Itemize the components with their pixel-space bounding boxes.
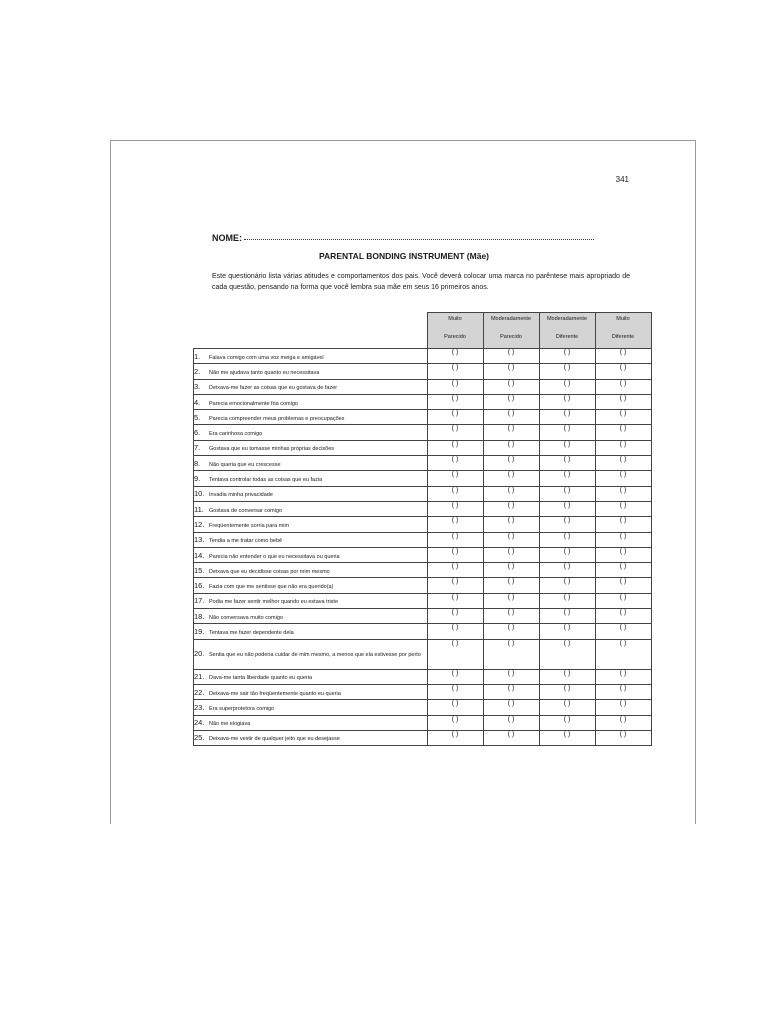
name-dotted-line [244,238,594,240]
column-header [595,313,651,349]
answer-checkbox[interactable]: ( ) [483,394,539,409]
item-cell [194,700,428,715]
answer-checkbox[interactable]: ( ) [483,684,539,699]
answer-checkbox[interactable]: ( ) [427,547,483,562]
table-row [194,532,652,547]
answer-checkbox[interactable]: ( ) [427,394,483,409]
item-cell [194,532,428,547]
answer-checkbox[interactable]: ( ) [595,700,651,715]
answer-checkbox[interactable]: ( ) [595,684,651,699]
answer-checkbox[interactable]: ( ) [539,563,595,578]
answer-checkbox[interactable]: ( ) [483,700,539,715]
answer-checkbox[interactable]: ( ) [539,624,595,639]
table-row [194,410,652,425]
answer-checkbox[interactable]: ( ) [427,624,483,639]
item-cell [194,578,428,593]
item-number: 15. [194,565,205,575]
answer-checkbox[interactable]: ( ) [539,578,595,593]
table-row [194,684,652,699]
answer-checkbox[interactable]: ( ) [539,517,595,532]
answer-checkbox[interactable]: ( ) [595,624,651,639]
item-number: 18. [194,611,205,621]
item-cell [194,456,428,471]
item-cell [194,684,428,699]
answer-checkbox[interactable]: ( ) [595,730,651,745]
answer-checkbox[interactable]: ( ) [427,410,483,425]
answer-checkbox[interactable]: ( ) [539,501,595,516]
answer-checkbox[interactable]: ( ) [539,364,595,379]
item-text: Tentava controlar todas as coisas que eu fazia [209,477,323,484]
item-number: 4. [194,397,201,407]
answer-checkbox[interactable]: ( ) [483,364,539,379]
item-text: Parecia não entender o que eu necessitava ou queria [209,553,340,560]
answer-checkbox[interactable]: ( ) [539,379,595,394]
item-text: Deixava-me vestir de qualquer jeito que eu desejasse [209,736,340,743]
item-text: Deixava-me fazer as coisas que eu gostava de fazer [209,385,338,392]
item-number: 9. [194,474,201,484]
answer-checkbox[interactable]: ( ) [483,563,539,578]
table-row [194,730,652,745]
item-text: Deixava-me sair tão freqüentemente quanto eu queria [209,690,341,697]
column-header [427,313,483,349]
item-cell [194,410,428,425]
item-text: Fazia com que me sentisse que não era querido(a) [209,584,334,591]
answer-checkbox[interactable]: ( ) [539,669,595,684]
table-row [194,639,652,669]
item-text: Não me ajudava tanto quanto eu necessitava [209,369,320,376]
answer-checkbox[interactable]: ( ) [483,532,539,547]
item-text: Falava comigo com uma voz meiga e amigável [209,354,324,361]
answer-checkbox[interactable]: ( ) [595,486,651,501]
answer-checkbox[interactable]: ( ) [539,639,595,669]
answer-checkbox[interactable]: ( ) [483,379,539,394]
answer-checkbox[interactable]: ( ) [595,593,651,608]
answer-checkbox[interactable]: ( ) [483,715,539,730]
item-cell [194,394,428,409]
answer-checkbox[interactable]: ( ) [427,563,483,578]
answer-checkbox[interactable]: ( ) [483,547,539,562]
table-row [194,624,652,639]
item-number: 10. [194,489,205,499]
item-number: 21. [194,672,205,682]
header-spacer [194,313,428,349]
item-text: Tentava me fazer dependente dela [209,629,294,636]
column-header-line2: Parecido [444,334,466,340]
item-text: Parecia compreender meus problemas e preocupações [209,415,345,422]
column-header [539,313,595,349]
answer-checkbox[interactable]: ( ) [483,471,539,486]
item-cell [194,471,428,486]
answer-checkbox[interactable]: ( ) [427,593,483,608]
answer-checkbox[interactable]: ( ) [595,563,651,578]
answer-checkbox[interactable]: ( ) [539,532,595,547]
answer-checkbox[interactable]: ( ) [595,517,651,532]
name-field [212,233,594,243]
item-number: 3. [194,382,201,392]
answer-checkbox[interactable]: ( ) [427,730,483,745]
answer-checkbox[interactable]: ( ) [483,593,539,608]
answer-checkbox[interactable]: ( ) [595,349,651,364]
answer-checkbox[interactable]: ( ) [595,715,651,730]
answer-checkbox[interactable]: ( ) [483,486,539,501]
answer-checkbox[interactable]: ( ) [427,456,483,471]
answer-checkbox[interactable]: ( ) [483,639,539,669]
answer-checkbox[interactable]: ( ) [595,669,651,684]
table-row [194,593,652,608]
answer-checkbox[interactable]: ( ) [483,440,539,455]
item-number: 16. [194,581,205,591]
answer-checkbox[interactable]: ( ) [483,410,539,425]
item-cell [194,730,428,745]
table-row [194,456,652,471]
item-number: 14. [194,550,205,560]
answer-checkbox[interactable]: ( ) [427,532,483,547]
answer-checkbox[interactable]: ( ) [427,517,483,532]
item-number: 5. [194,412,201,422]
answer-checkbox[interactable]: ( ) [539,394,595,409]
item-cell [194,349,428,364]
answer-checkbox[interactable]: ( ) [539,410,595,425]
answer-checkbox[interactable]: ( ) [539,425,595,440]
item-number: 11. [194,504,204,514]
answer-checkbox[interactable]: ( ) [595,379,651,394]
item-text: Não conversava muito comigo [209,614,283,621]
answer-checkbox[interactable]: ( ) [427,639,483,669]
table-row [194,669,652,684]
header-row [194,313,652,349]
item-number: 8. [194,458,201,468]
item-number: 12. [194,519,205,529]
table-row [194,425,652,440]
item-text: Gostava que eu tomasse minhas próprias decisões [209,446,335,453]
answer-checkbox[interactable]: ( ) [483,517,539,532]
name-label: NOME: [212,233,242,243]
answer-checkbox[interactable]: ( ) [483,609,539,624]
answer-checkbox[interactable]: ( ) [595,578,651,593]
answer-checkbox[interactable]: ( ) [539,456,595,471]
table-row [194,486,652,501]
answer-checkbox[interactable]: ( ) [427,440,483,455]
table-row [194,501,652,516]
item-text: Parecia emocionalmente fria comigo [209,400,298,407]
answer-checkbox[interactable]: ( ) [595,501,651,516]
answer-checkbox[interactable]: ( ) [539,609,595,624]
item-cell [194,425,428,440]
answer-checkbox[interactable]: ( ) [539,547,595,562]
item-text: Gostava de conversar comigo [209,507,283,514]
item-number: 13. [194,535,205,545]
answer-checkbox[interactable]: ( ) [483,669,539,684]
table-row [194,517,652,532]
item-cell [194,563,428,578]
item-cell [194,440,428,455]
table-row [194,547,652,562]
answer-checkbox[interactable]: ( ) [483,349,539,364]
table-row [194,379,652,394]
table-row [194,364,652,379]
answer-checkbox[interactable]: ( ) [483,730,539,745]
answer-checkbox[interactable]: ( ) [539,440,595,455]
answer-checkbox[interactable]: ( ) [595,440,651,455]
answer-checkbox[interactable]: ( ) [483,624,539,639]
table-row [194,715,652,730]
table-row [194,609,652,624]
item-number: 17. [194,596,205,606]
answer-checkbox[interactable]: ( ) [483,425,539,440]
table-row [194,349,652,364]
answer-checkbox[interactable]: ( ) [595,456,651,471]
item-cell [194,609,428,624]
item-text: Não me elogiava [209,721,251,728]
item-number: 23. [194,702,205,712]
answer-checkbox[interactable]: ( ) [427,609,483,624]
answer-checkbox[interactable]: ( ) [595,425,651,440]
instructions-paragraph: Este questionário lista várias atitudes e comportamentos dos pais. Você deverá colocar uma marca no parêntese mais apropriado de cada questão, pensando na forma que você lembra sua mãe em seus 16 primeiros anos. [212,273,630,291]
answer-checkbox[interactable]: ( ) [539,730,595,745]
item-cell [194,624,428,639]
item-text: Invadia minha privacidade [209,492,273,499]
answer-checkbox[interactable]: ( ) [595,410,651,425]
questionnaire-table [193,312,652,746]
answer-checkbox[interactable]: ( ) [427,486,483,501]
column-header-line2: Parecido [500,334,522,340]
item-cell [194,379,428,394]
column-header-line1: Moderadamente [490,316,532,322]
answer-checkbox[interactable]: ( ) [539,700,595,715]
item-number: 2. [194,366,201,376]
answer-checkbox[interactable]: ( ) [483,501,539,516]
answer-checkbox[interactable]: ( ) [539,471,595,486]
column-header-line1: Muito [448,316,462,322]
answer-checkbox[interactable]: ( ) [539,684,595,699]
item-text: Não queria que eu crescesse [209,461,281,468]
answer-checkbox[interactable]: ( ) [595,471,651,486]
item-text: Freqüentemente sorria para mim [209,522,290,529]
answer-checkbox[interactable]: ( ) [427,379,483,394]
answer-checkbox[interactable]: ( ) [595,532,651,547]
answer-checkbox[interactable]: ( ) [483,456,539,471]
answer-checkbox[interactable]: ( ) [427,501,483,516]
item-text: Podia me fazer sentir melhor quando eu estava triste [209,599,339,606]
answer-checkbox[interactable]: ( ) [427,700,483,715]
item-number: 6. [194,428,201,438]
table-row [194,471,652,486]
item-number: 19. [194,626,205,636]
item-cell [194,364,428,379]
item-cell [194,715,428,730]
answer-checkbox[interactable]: ( ) [427,684,483,699]
item-text: Sentia que eu não poderia cuidar de mim mesmo, a menos que ela estivesse por perto [209,651,421,658]
column-header-line1: Moderadamente [546,316,588,322]
answer-checkbox[interactable]: ( ) [427,349,483,364]
item-cell [194,501,428,516]
document-title: PARENTAL BONDING INSTRUMENT (Mãe) [319,251,489,261]
answer-checkbox[interactable]: ( ) [595,547,651,562]
item-number: 25. [194,733,205,743]
answer-checkbox[interactable]: ( ) [595,609,651,624]
table-row [194,563,652,578]
item-number: 22. [194,687,205,697]
answer-checkbox[interactable]: ( ) [427,578,483,593]
item-text: Era carinhosa comigo [209,431,263,438]
item-number: 7. [194,443,201,453]
table-row [194,578,652,593]
table-row [194,700,652,715]
answer-checkbox[interactable]: ( ) [427,364,483,379]
item-number: 24. [194,718,205,728]
page-number: 341 [615,175,629,184]
item-cell [194,593,428,608]
answer-checkbox[interactable]: ( ) [483,578,539,593]
answer-checkbox[interactable]: ( ) [595,639,651,669]
item-cell [194,669,428,684]
column-header-line2: Diferente [611,334,635,340]
answer-checkbox[interactable]: ( ) [427,425,483,440]
item-text: Deixava que eu decidisse coisas por mim mesmo [209,568,330,575]
answer-checkbox[interactable]: ( ) [427,669,483,684]
answer-checkbox[interactable]: ( ) [427,471,483,486]
table-row [194,394,652,409]
answer-checkbox[interactable]: ( ) [539,486,595,501]
document-page [110,140,696,824]
answer-checkbox[interactable]: ( ) [539,349,595,364]
table-row [194,440,652,455]
answer-checkbox[interactable]: ( ) [595,394,651,409]
column-header [483,313,539,349]
item-text: Dava-me tanta liberdade quanto eu queria [209,675,313,682]
item-cell [194,547,428,562]
item-cell [194,639,428,669]
item-number: 1. [194,351,201,361]
column-header-line2: Diferente [555,334,579,340]
answer-checkbox[interactable]: ( ) [539,715,595,730]
item-cell [194,486,428,501]
answer-checkbox[interactable]: ( ) [595,364,651,379]
answer-checkbox[interactable]: ( ) [427,715,483,730]
item-cell [194,517,428,532]
item-number: 20. [194,648,205,658]
item-text: Tendia a me tratar como bebê [209,538,283,545]
answer-checkbox[interactable]: ( ) [539,593,595,608]
column-header-line1: Muito [616,316,630,322]
item-text: Era superprotetora comigo [209,705,275,712]
